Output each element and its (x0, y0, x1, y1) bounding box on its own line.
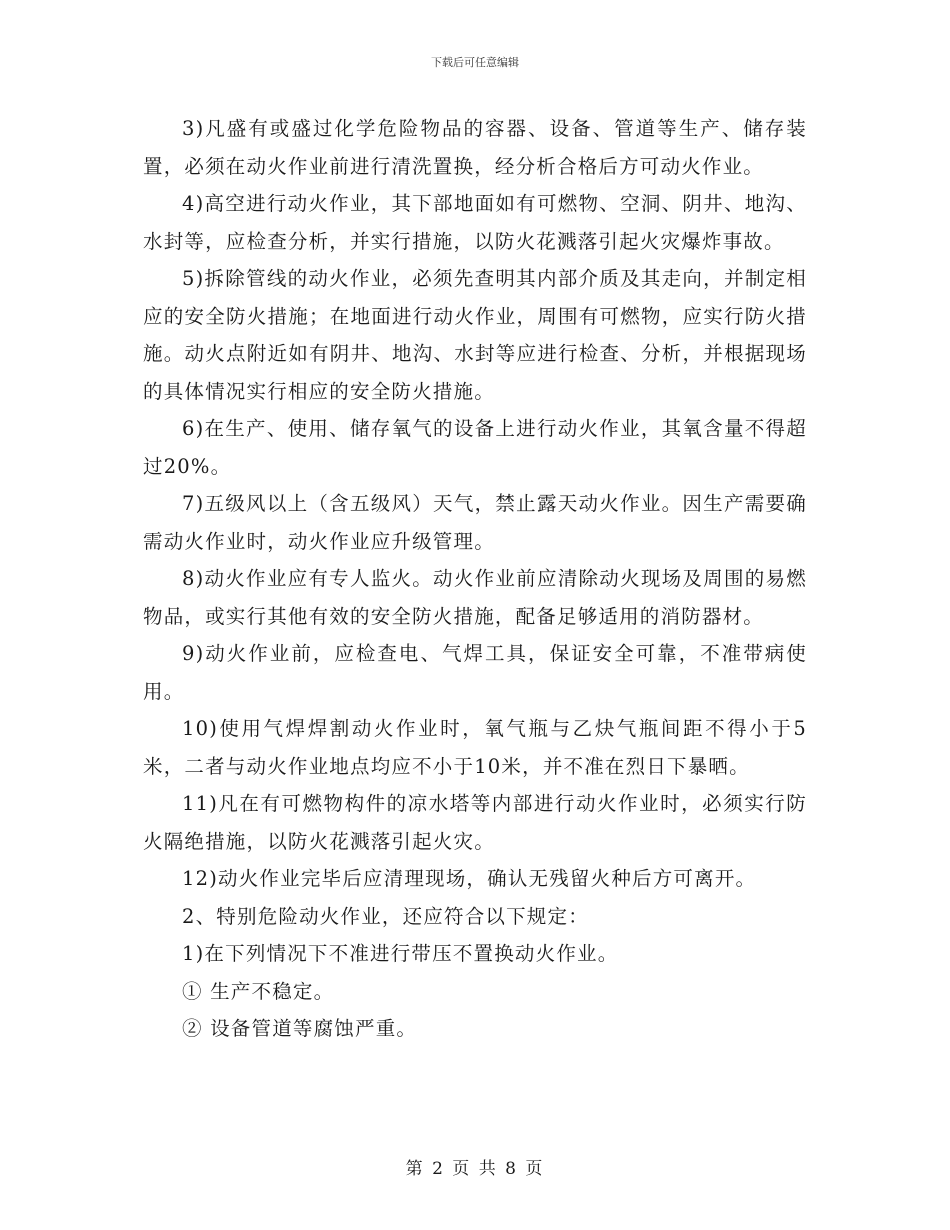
paragraph: 4)高空进行动火作业，其下部地面如有可燃物、空洞、阴井、地沟、水封等，应检查分析，并实行措施，以防火花溅落引起火灾爆炸事故。 (143, 192, 807, 253)
paragraph: 7)五级风以上（含五级风）天气，禁止露天动火作业。因生产需要确需动火作业时，动火作业应升级管理。 (143, 492, 807, 553)
list-item: ① 生产不稳定。 (182, 979, 335, 1003)
paragraph: 9)动火作业前，应检查电、气焊工具，保证安全可靠，不准带病使用。 (143, 642, 807, 703)
paragraph: 6)在生产、使用、储存氧气的设备上进行动火作业，其氧含量不得超过20%。 (143, 417, 807, 478)
paragraph: 11)凡在有可燃物构件的凉水塔等内部进行动火作业时，必须实行防火隔绝措施，以防火花溅落引起火灾。 (143, 792, 807, 853)
paragraph: 10)使用气焊焊割动火作业时，氧气瓶与乙炔气瓶间距不得小于5米，二者与动火作业地点均应不小于10米，并不准在烈日下暴晒。 (143, 717, 807, 778)
list-item: ② 设备管道等腐蚀严重。 (182, 1017, 418, 1040)
paragraph: 3)凡盛有或盛过化学危险物品的容器、设备、管道等生产、储存装置，必须在动火作业前进行清洗置换，经分析合格后方可动火作业。 (143, 117, 807, 178)
paragraph: 5)拆除管线的动火作业，必须先查明其内部介质及其走向，并制定相应的安全防火措施；在地面进行动火作业，周围有可燃物，应实行防火措施。动火点附近如有阴井、地沟、水封等应进行检查、分析，并根据现场的具体情况实行相应的安全防火措施。 (143, 267, 807, 403)
page-header: 下载后可任意编辑 (431, 56, 519, 69)
section-heading: 2、特别危险动火作业，还应符合以下规定： (182, 904, 589, 928)
paragraph: 8)动火作业应有专人监火。动火作业前应清除动火现场及周围的易燃物品，或实行其他有效的安全防火措施，配备足够适用的消防器材。 (143, 567, 807, 628)
document-body (143, 110, 807, 1048)
paragraph: 12)动火作业完毕后应清理现场，确认无残留火种后方可离开。 (182, 867, 757, 890)
page-number: 第 2 页 共 8 页 (405, 1159, 545, 1179)
paragraph: 1)在下列情况下不准进行带压不置换动火作业。 (182, 942, 619, 965)
